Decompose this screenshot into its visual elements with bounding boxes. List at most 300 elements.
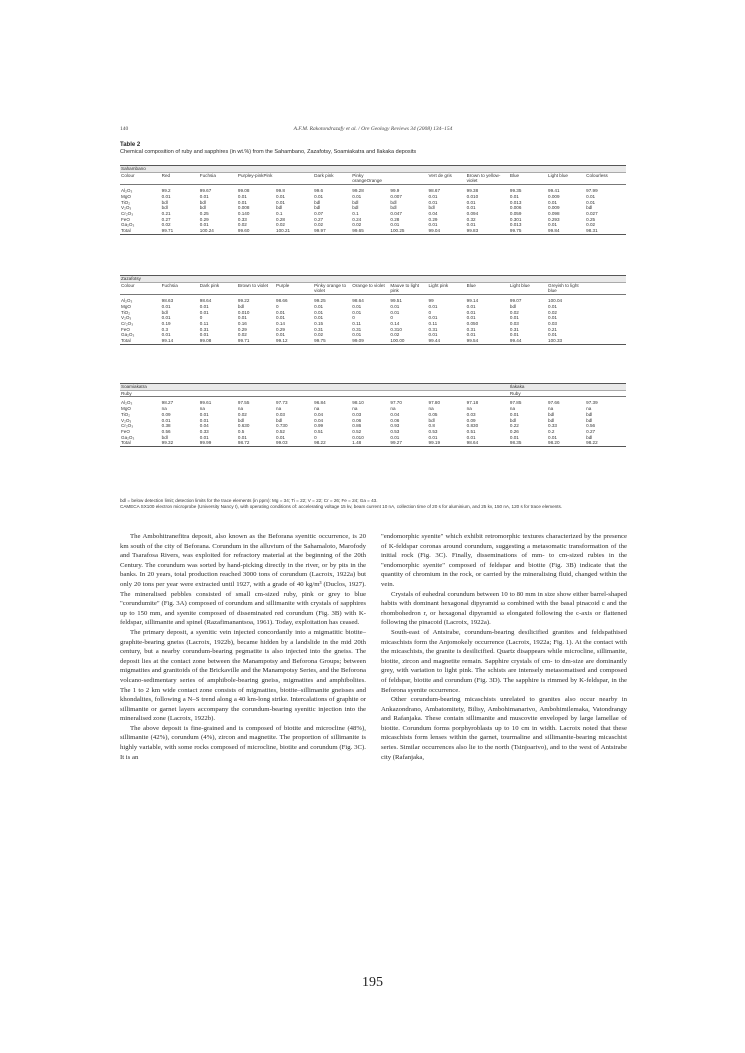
table-cell: 0	[352, 315, 355, 321]
column-header: Brown to yellow-violet	[466, 172, 509, 184]
row-label: Ga₂O₃	[121, 332, 135, 338]
table-cell: 0.01	[199, 417, 209, 423]
section-subtitle: Ruby	[120, 390, 509, 397]
table-cell: 0.31	[314, 326, 324, 332]
table-cell: 0.33	[237, 216, 247, 222]
table-cell: 0.03	[352, 411, 362, 417]
table-notes	[120, 498, 626, 510]
column-header	[585, 282, 626, 294]
row-label: Total	[120, 228, 161, 234]
table-soamiakatra-ilakaka	[120, 383, 626, 447]
table-cell: 100.21	[275, 228, 313, 234]
table-cell: 0.027	[586, 210, 598, 216]
table-cell: 0.3	[161, 326, 169, 332]
subtitle-row	[120, 390, 626, 397]
table-cell: 0.01	[466, 199, 476, 205]
table-cell: na	[199, 406, 205, 412]
table-cell: 0.04	[390, 411, 400, 417]
table-cell: 99.9	[390, 188, 400, 194]
table-cell: 0.01	[199, 193, 209, 199]
table-cell: 0.31	[428, 326, 438, 332]
table-cell: 0.22	[509, 423, 519, 429]
table-cell: 0.27	[161, 216, 171, 222]
column-header: Dark pink	[313, 172, 351, 184]
table-cell: 0.01	[199, 303, 209, 309]
table-cell: 97.18	[466, 400, 479, 406]
table-cell: 100.00	[389, 338, 427, 344]
table-cell: 0.01	[509, 315, 519, 321]
column-header-row	[120, 172, 626, 184]
table-cell: bdl	[314, 205, 321, 211]
table-cell: 0.01	[199, 434, 209, 440]
table-cell: bdl	[586, 434, 593, 440]
table-cell: bdl	[314, 199, 321, 205]
table-cell: 98.66	[276, 298, 288, 304]
table-cell: 0.02	[548, 309, 557, 315]
table-cell: 99.35	[509, 188, 522, 194]
table-cell: na	[390, 406, 396, 412]
table-cell: na	[161, 406, 167, 412]
table-cell: 0.01	[276, 309, 285, 315]
table-cell: 0.26	[509, 428, 519, 434]
table-cell: 0.01	[199, 332, 209, 338]
table-row	[120, 228, 626, 234]
table-cell: 0.01	[276, 332, 285, 338]
table-cell: 0.01	[390, 303, 400, 309]
table-cell: 0.140	[237, 210, 250, 216]
table-cell: 0.01	[428, 303, 438, 309]
table-cell: na	[586, 406, 592, 412]
section-title: Soamiakatra	[120, 384, 509, 391]
table-cell: 100.04	[548, 298, 563, 304]
table-cell: 0.86	[352, 423, 362, 429]
table-cell: 0.010	[237, 309, 250, 315]
table-cell: 0.09	[466, 417, 476, 423]
table-cell: 0.01	[428, 193, 438, 199]
paragraph: Other corundum-bearing micaschists unrelated to granites also occur nearby in Ankazondrano, Ambatomitety, Bilisy, Ambohimanarivo, Ambohimilemaka, Vatondrangy and Rafanjaka. These contain sillimanite and muscovite enveloped by large lamellae of biotite. Corundum forms porphyroblasts up to 10 cm in width. Lacroix noted that these micaschists form lenses within the garnet, tourmaline and sillimanite-bearing micaschist series. Similar occurrences also lie to the north (Tsinjoarivo), and to the west of Antsirabe city (Rafanjaka,	[381, 696, 627, 761]
table-cell: 0.01	[352, 193, 362, 199]
table-cell: 0.02	[314, 332, 324, 338]
table-cell: 0.009	[548, 205, 560, 211]
table-cell: na	[314, 406, 320, 412]
table-cell: 97.55	[237, 400, 250, 406]
table-cell: 0.01	[586, 199, 596, 205]
table-cell: 98.67	[428, 188, 441, 194]
table-cell: 0.01	[466, 303, 476, 309]
table-caption-text: Chemical composition of ruby and sapphires (in wt.%) from the Sahambano, Zazafotsy, Soamiakatra and Ilakaka deposits	[120, 149, 417, 155]
table-cell: bdl	[161, 205, 168, 211]
table-cell: 100.33	[547, 338, 585, 344]
table-label: Table 2	[120, 142, 141, 148]
table-cell: 0.02	[237, 222, 247, 228]
table-cell: 99.2	[161, 188, 171, 194]
table-cell: 0.01	[466, 434, 476, 440]
table-cell: 100.24	[199, 228, 237, 234]
table-cell: 0.53	[390, 428, 400, 434]
column-header: Colourless	[585, 172, 626, 184]
column-header: Fuchsia	[199, 172, 237, 184]
column-header: Purple	[275, 282, 313, 294]
table-cell: 0.2	[548, 428, 555, 434]
table-cell: 0.16	[237, 320, 247, 326]
table-cell: bdl	[390, 199, 397, 205]
table-cell: 99.61	[199, 400, 212, 406]
table-cell: 99.09	[351, 338, 389, 344]
row-label: MgO	[121, 193, 131, 199]
row-label: Al₂O₃	[121, 298, 133, 304]
section-title-row	[120, 276, 626, 283]
table-cell: 99.14	[466, 298, 479, 304]
table-cell: 0.51	[314, 428, 324, 434]
table-cell: 0.094	[466, 210, 479, 216]
table-cell: 0.56	[586, 423, 596, 429]
table-cell: bdl	[428, 205, 435, 211]
table-cell: 99.51	[390, 298, 402, 304]
table-cell: 99	[428, 298, 434, 304]
table-cell: 97.99	[586, 188, 598, 194]
table-cell: 99.27	[389, 440, 427, 446]
row-label: Al₂O₃	[121, 400, 133, 406]
table-cell: 0.006	[509, 205, 522, 211]
table-cell: 0.010	[466, 193, 479, 199]
table-cell: 0.01	[548, 199, 557, 205]
table-note: CAMECA SX100 electron microprobe (University Nancy I), with operating conditions of: accelerating voltage 15 kv, beam current 10 nA, collection time of 20 s for aluminium, and 25 kv, 150 nA, 120 s for trace elements.	[120, 504, 563, 509]
row-label: Cr₂O₃	[121, 423, 134, 429]
table-cell: 0.15	[314, 320, 324, 326]
table-cell: 99.28	[352, 188, 364, 194]
table-cell: 0.01	[548, 303, 557, 309]
paragraph: Crystals of euhedral corundum between 10 to 80 mm in size show either barrel-shaped habits with dominant hexagonal dipyramid ω combined with the basal pinacoid c and the rhombohedron r, or hexagonal dipyramid ω elongated following the c-axis or flattened following the pinacoid (Lacroix, 1922a).	[381, 590, 627, 627]
table-cell: 0.29	[237, 326, 247, 332]
table-cell: bdl	[161, 309, 168, 315]
table-cell: 99.44	[509, 338, 547, 344]
table-cell: na	[466, 406, 472, 412]
table-cell: 0.1	[276, 210, 283, 216]
table-cell: bdl	[352, 199, 359, 205]
table-cell: 98.64	[352, 298, 364, 304]
table-cell: 0.01	[161, 332, 171, 338]
table-cell: 0.04	[314, 417, 324, 423]
section-title-row	[120, 384, 626, 391]
table-cell: 0.01	[466, 315, 476, 321]
table-cell: 0.047	[390, 210, 402, 216]
table-cell: 98.35	[509, 440, 547, 446]
table-cell: 0.01	[466, 309, 476, 315]
table-cell: 0.301	[509, 216, 522, 222]
column-header: Light pink	[428, 282, 466, 294]
table-cell: 99.08	[199, 338, 237, 344]
table-cell: 0.01	[548, 315, 557, 321]
table-cell: 0.01	[314, 315, 324, 321]
row-label: Total	[120, 440, 161, 446]
table-cell: 0.1	[352, 210, 359, 216]
row-label: FeO	[121, 326, 130, 332]
column-header: Pinky orangeOrange	[351, 172, 389, 184]
table-cell: 99.12	[275, 338, 313, 344]
table-cell: 0.05	[428, 411, 438, 417]
column-header: Greyish to light blue	[547, 282, 585, 294]
table-cell: 98.20	[547, 440, 585, 446]
row-label: MgO	[121, 406, 131, 412]
table-cell: na	[352, 406, 358, 412]
table-cell: na	[237, 406, 244, 412]
column-header: Orange to violet	[351, 282, 389, 294]
table-cell: 99.60	[237, 228, 275, 234]
row-label: FeO	[121, 216, 130, 222]
table-cell: 0.19	[161, 320, 171, 326]
text-column-left	[120, 532, 366, 762]
table-cell: 0.01	[314, 193, 324, 199]
table-cell: 0.01	[161, 315, 171, 321]
table-cell: 0.010	[352, 434, 364, 440]
table-note: bdl = below detection limit; detection limits for the trace elements (in ppm): Mg = 34; Ti = 22; V = 22; Cr = 26; Fe = 24; Ga = 43.	[120, 498, 378, 503]
table-cell: 0.03	[466, 411, 476, 417]
table-cell: 0.730	[276, 423, 288, 429]
table-cell: 0.01	[428, 222, 438, 228]
table-cell: 0.27	[314, 216, 324, 222]
table-cell: 0.5	[237, 428, 245, 434]
table-cell: 97.73	[276, 400, 288, 406]
journal-citation: A.F.M. Rakotondrazafy et al. / Ore Geology Reviews 34 (2008) 134–154	[293, 126, 453, 132]
table-cell: 0.007	[390, 193, 402, 199]
table-cell: bdl	[548, 417, 555, 423]
table-cell: 0.8	[428, 423, 435, 429]
column-header	[389, 172, 427, 184]
table-cell: 0.14	[390, 320, 400, 326]
table-cell: 98.22	[585, 440, 626, 446]
row-label: Ga₂O₃	[121, 222, 135, 228]
table-cell: 0.01	[428, 199, 438, 205]
table-cell: 0.01	[509, 411, 519, 417]
column-header: Blue	[509, 172, 547, 184]
table-cell: 97.70	[390, 400, 402, 406]
table-cell: 0.01	[314, 309, 324, 315]
table-cell: 99.6	[314, 188, 324, 194]
row-label: V₂O₃	[121, 205, 132, 211]
table-cell: 0.28	[390, 216, 400, 222]
section-subtitle: Ruby	[509, 390, 626, 397]
table-row	[120, 440, 626, 446]
table-cell: 0.93	[390, 423, 400, 429]
table-cell: 0.01	[548, 434, 557, 440]
table-row	[120, 338, 626, 344]
row-label: Ga₂O₃	[121, 434, 135, 440]
table-cell: 0.01	[276, 193, 285, 199]
table-cell: 97.66	[548, 400, 560, 406]
section-title: Ilakaka	[509, 384, 626, 391]
table-cell: bdl	[276, 205, 283, 211]
footer-page-number: 195	[362, 975, 383, 990]
paragraph: The Ambohitranefitra deposit, also known as the Beforana syenitic occurrence, is 20 km south of the city of Beforana. Corundum in the alluvium of the Sahamaloto, Marofody and Tsarafosa Rivers, was exploited for refractory material at the beginning of the 20th Century. The corundum was sorted by hand-picking directly in the river, or by pits in the banks. In 20 years, total production reached 3000 tons of corundum (Lacroix, 1922a) but only 20 tons per year were extracted until 1927, with a grade of 40 kg/m³ (Duclos, 1927). The mineralised pebbles consisted of small cm-sized ruby, pink or grey to blue "corundumite" (Fig. 3A) composed of corundum and sillimanite with crystals of sapphires up to 150 mm, and syenite composed of disseminated red corundum (Fig. 3B) with K-feldspar, sillimanite and spinel (Razafimanantsoa, 1961). Today, exploitation has ceased.	[120, 533, 366, 627]
row-label: Cr₂O₃	[121, 210, 134, 216]
table-cell: 0.293	[548, 216, 560, 222]
table-cell: 0.830	[466, 423, 479, 429]
table-cell: 0.24	[352, 216, 362, 222]
row-label: Al₂O₃	[121, 188, 133, 194]
table-cell: 0.01	[466, 332, 476, 338]
paragraph: The above deposit is fine-grained and is composed of biotite and microcline (48%), sillimanite (42%), corundum (4%), zircon and magnetite. The proportion of sillimanite is highly variable, with some rocks composed of microcline, biotite and corundum (Fig. 3C). It is an	[120, 724, 366, 761]
table-cell: bdl	[276, 417, 283, 423]
table-cell: 0.29	[428, 216, 438, 222]
table-cell: 0.04	[314, 411, 324, 417]
table-cell: 98.22	[313, 440, 351, 446]
table-cell	[585, 338, 626, 344]
section-title: Sahambano	[120, 166, 626, 173]
table-cell: 0.01	[390, 434, 400, 440]
table-cell: 99.71	[237, 338, 275, 344]
table-cell: bdl	[199, 205, 206, 211]
row-label: FeO	[121, 428, 130, 434]
header-page-number: 140	[120, 126, 129, 132]
table-cell: 0.04	[199, 423, 209, 429]
table-cell: 98.72	[237, 440, 275, 446]
table-cell: 0.56	[161, 428, 171, 434]
table-cell: bdl	[586, 411, 593, 417]
table-cell: 99.67	[199, 188, 212, 194]
table-cell: 0.009	[548, 193, 560, 199]
table-cell: 0.013	[509, 199, 522, 205]
table-cell: 0.31	[466, 326, 476, 332]
table-cell: 0.11	[428, 320, 438, 326]
table-cell: bdl	[586, 417, 593, 423]
table-cell: 0.059	[509, 210, 522, 216]
table-cell: bdl	[509, 417, 517, 423]
table-cell: bdl	[161, 199, 168, 205]
table-cell: 99.84	[547, 228, 585, 234]
table-cell: 0.33	[548, 423, 557, 429]
table-cell: 0.01	[390, 309, 400, 315]
table-cell: bdl	[237, 417, 245, 423]
row-label: TiO₂	[121, 199, 131, 205]
table-cell: 0.01	[428, 332, 438, 338]
table-cell: 0.02	[352, 222, 362, 228]
table-cell: 0.11	[352, 320, 361, 326]
table-cell: 98.63	[161, 298, 174, 304]
table-cell: 0.01	[466, 205, 476, 211]
column-header: Brown to violet	[237, 282, 275, 294]
table-cell: 0.04	[428, 210, 438, 216]
table-cell: 99.38	[466, 188, 479, 194]
row-label: V₂O₃	[121, 315, 132, 321]
table-zazafotsy	[120, 275, 626, 345]
table-cell: 0.01	[352, 332, 362, 338]
row-label: Total	[120, 338, 161, 344]
table-cell: 99.04	[428, 228, 466, 234]
table-cell: 98.10	[352, 400, 364, 406]
table-cell: 98.64	[466, 440, 509, 446]
table-cell: 0	[314, 434, 317, 440]
table-cell: 0.52	[352, 428, 362, 434]
table-cell: 96.84	[314, 400, 326, 406]
table-cell: bdl	[509, 303, 517, 309]
table-cell: 0.01	[314, 303, 324, 309]
table-cell: 0.01	[161, 193, 171, 199]
table-cell: 0.03	[276, 411, 285, 417]
table-cell: 0.01	[161, 417, 171, 423]
table-cell: 0.098	[548, 210, 560, 216]
table-cell: na	[276, 406, 282, 412]
table-cell: 0.01	[199, 222, 209, 228]
row-label: Cr₂O₃	[121, 320, 134, 326]
table-cell: 0.310	[390, 326, 402, 332]
column-header	[275, 172, 313, 184]
table-cell: 99.32	[161, 440, 199, 446]
table-cell: 0.06	[352, 417, 362, 423]
table-cell: 0.06	[390, 417, 400, 423]
paragraph: "endomorphic syenite" which exhibit retromorphic textures characterized by the presence of K-feldspar coronas around corundum, suggesting a metasomatic transformation of the initial rock (Fig. 3C). Finally, disseminations of mm- to cm-sized rubies in the "endomorphic syenite" composed of feldspar and biotite (Fig. 3B) indicate that the quantity of chromium in the rock, or carried by the mineralising fluid, changed within the vein.	[381, 533, 627, 588]
table-cell: 0.02	[237, 411, 247, 417]
table-cell: 0.53	[428, 428, 438, 434]
table-cell: 0	[390, 315, 393, 321]
table-cell: 99.75	[509, 228, 547, 234]
table-cell: 0.25	[199, 210, 209, 216]
table-cell: 0.01	[509, 193, 519, 199]
table-cell: 0.29	[199, 216, 209, 222]
text-column-right	[381, 532, 627, 762]
table-cell: 0.07	[314, 210, 324, 216]
table-cell: 99.03	[275, 440, 313, 446]
table-cell: 0.31	[199, 326, 209, 332]
table-cell: 0.01	[237, 315, 247, 321]
table-cell: bdl	[161, 434, 168, 440]
table-cell: 99.54	[466, 338, 509, 344]
row-label: TiO₂	[121, 309, 131, 315]
table-cell: na	[548, 406, 554, 412]
table-cell: 0.01	[161, 303, 171, 309]
column-header: Red	[161, 172, 199, 184]
table-cell: 0.02	[161, 222, 171, 228]
table-cell: 0.31	[509, 326, 519, 332]
section-title: Zazafotsy	[120, 276, 626, 283]
table-cell: bdl	[586, 205, 593, 211]
table-cell: 0.02	[237, 332, 247, 338]
table-cell: 0.02	[276, 222, 285, 228]
table-cell: 0.01	[466, 222, 476, 228]
table-cell: 0.01	[199, 411, 209, 417]
table-cell: 0.09	[161, 411, 171, 417]
table-cell: 0.01	[199, 309, 209, 315]
table-cell: 0.02	[586, 222, 596, 228]
table-cell: bdl	[390, 205, 397, 211]
table-cell: 0.01	[548, 222, 557, 228]
table-cell: 0.29	[276, 326, 285, 332]
table-cell: 0.01	[548, 332, 557, 338]
table-cell: 97.85	[509, 400, 522, 406]
table-cell: 0.11	[199, 320, 209, 326]
table-cell: 97.80	[428, 400, 441, 406]
column-header: Dark pink	[199, 282, 237, 294]
table-cell: 0.25	[586, 216, 596, 222]
column-header: Mauve to light pink	[389, 282, 427, 294]
table-cell: 99.08	[237, 188, 250, 194]
table-cell: 99.22	[237, 298, 250, 304]
table-cell: 0.21	[161, 210, 171, 216]
column-header: Colour	[120, 172, 161, 184]
table-cell: 99.71	[161, 228, 199, 234]
table-cell: 0.28	[276, 216, 285, 222]
column-header: Vert de gris	[428, 172, 466, 184]
table-cell: bdl	[548, 411, 555, 417]
table-cell: 99.99	[199, 440, 237, 446]
table-cell: 0.013	[509, 222, 522, 228]
table-cell: 0	[199, 315, 203, 321]
table-cell: 0.02	[314, 222, 324, 228]
table-cell: 0.01	[276, 199, 285, 205]
table-cell: 0.01	[237, 434, 247, 440]
table-cell: 0.050	[466, 320, 479, 326]
table-cell: 0.14	[276, 320, 285, 326]
column-header: Purpley-pinkPink	[237, 172, 275, 184]
